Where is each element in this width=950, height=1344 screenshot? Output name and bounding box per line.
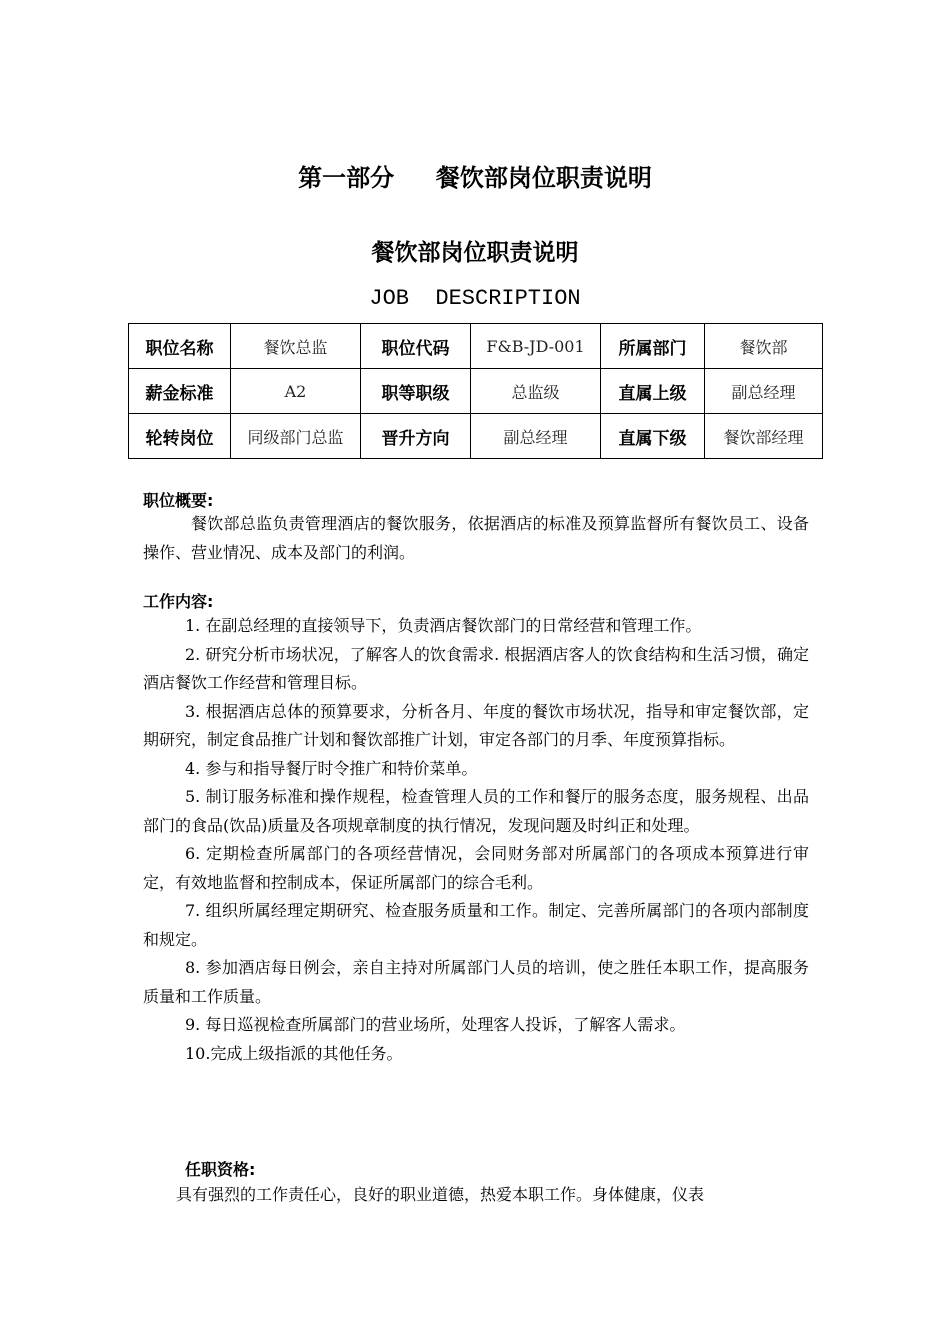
- table-row: [129, 414, 823, 459]
- direct-subordinate-value: 餐饮部经理: [705, 414, 823, 459]
- list-item: 8. 参加酒店每日例会，亲自主持对所属部门人员的培训，使之胜任本职工作，提高服务质量和工作质量。: [143, 958, 809, 1006]
- list-item: 5. 制订服务标准和操作规程，检查管理人员的工作和餐厅的服务态度，服务规程、出品部门的食品(饮品)质量及各项规章制度的执行情况，发现问题及时纠正和处理。: [143, 787, 809, 835]
- table-row: [129, 324, 823, 369]
- document-subtitle: JOB DESCRIPTION: [369, 286, 581, 311]
- list-item: 6. 定期检查所属部门的各项经营情况，会同财务部对所属部门的各项成本预算进行审定，有效地监督和控制成本，保证所属部门的综合毛利。: [143, 844, 809, 892]
- department-value: 餐饮部: [705, 324, 823, 369]
- part-title: 第一部分 餐饮部岗位职责说明: [298, 164, 652, 192]
- job-level-label: 职等职级: [361, 369, 471, 414]
- list-item: 7. 组织所属经理定期研究、检查服务质量和工作。制定、完善所属部门的各项内部制度和规定。: [143, 901, 809, 949]
- summary-heading: 职位概要:: [143, 491, 214, 510]
- summary-text: 餐饮部总监负责管理酒店的餐饮服务，依据酒店的标准及预算监督所有餐饮员工、设备操作、营业情况、成本及部门的利润。: [143, 514, 809, 562]
- duties-list: [143, 612, 809, 1068]
- direct-superior-value: 副总经理: [705, 369, 823, 414]
- list-item: 1. 在副总经理的直接领导下，负责酒店餐饮部门的日常经营和管理工作。: [185, 616, 702, 635]
- list-item: 2. 研究分析市场状况，了解客人的饮食需求. 根据酒店客人的饮食结构和生活习惯，确定酒店餐饮工作经营和管理目标。: [143, 644, 809, 692]
- position-name-value: 餐饮总监: [231, 324, 361, 369]
- table-row: [129, 369, 823, 414]
- job-info-table: [128, 323, 823, 459]
- promotion-path-label: 晋升方向: [361, 414, 471, 459]
- position-name-label: 职位名称: [129, 324, 231, 369]
- position-code-value: F&B-JD-001: [471, 324, 601, 369]
- direct-subordinate-label: 直属下级: [601, 414, 705, 459]
- document-title: 餐饮部岗位职责说明: [371, 240, 579, 266]
- salary-grade-label: 薪金标准: [129, 369, 231, 414]
- promotion-path-value: 副总经理: [471, 414, 601, 459]
- direct-superior-label: 直属上级: [601, 369, 705, 414]
- rotation-position-value: 同级部门总监: [231, 414, 361, 459]
- list-item: 9. 每日巡视检查所属部门的营业场所，处理客人投诉，了解客人需求。: [185, 1015, 686, 1034]
- salary-grade-value: A2: [231, 369, 361, 414]
- duties-heading: 工作内容:: [143, 592, 214, 611]
- list-item: 3. 根据酒店总体的预算要求，分析各月、年度的餐饮市场状况，指导和审定餐饮部，定期研究，制定食品推广计划和餐饮部推广计划，审定各部门的月季、年度预算指标。: [143, 701, 809, 749]
- qualifications-text: 具有强烈的工作责任心，良好的职业道德，热爱本职工作。身体健康，仪表: [176, 1185, 705, 1204]
- rotation-position-label: 轮转岗位: [129, 414, 231, 459]
- list-item: 4. 参与和指导餐厅时令推广和特价菜单。: [185, 758, 478, 778]
- department-label: 所属部门: [601, 324, 705, 369]
- list-item: 10.完成上级指派的其他任务。: [185, 1043, 403, 1063]
- job-level-value: 总监级: [471, 369, 601, 414]
- position-code-label: 职位代码: [361, 324, 471, 369]
- qualifications-heading: 任职资格:: [185, 1160, 256, 1179]
